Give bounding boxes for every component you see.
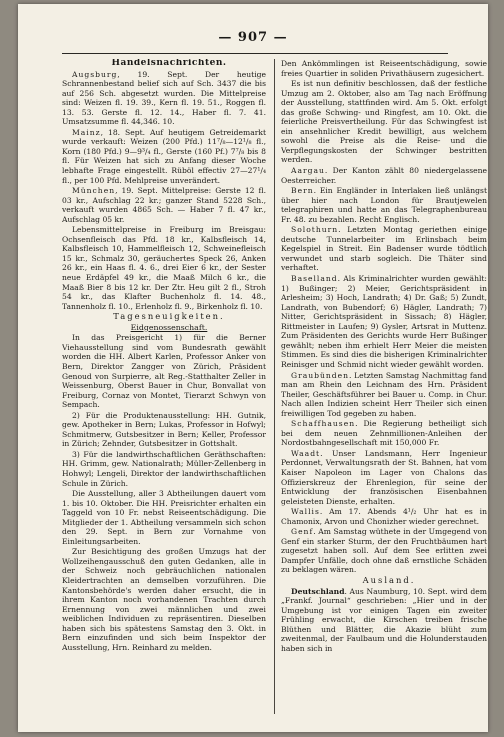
canton-report-solothurn: Solothurn. Letzten Montag geriethen einige deutsche Tunnelarbeiter im Erlinsbach beim Kegelspiel in Streit. Ein Badenser wurde tödtlich verwundet und starb sogleich. Die Thäter sind verhaftet. <box>281 225 487 273</box>
canton-report-wallis: Wallis. Am 17. Abends 4¹/₂ Uhr hat es in Chamonix, Arvon und Chonizher wieder gerechnet. <box>281 507 487 526</box>
canton-report-schaffhausen: Schaffhausen. Die Regierung betheiligt sich bei dem neuen Zehnmillionen-Anleihen der Nordostbahngesellschaft mit 150,000 Fr. <box>281 419 487 448</box>
news-paragraph: Es ist nun definitiv beschlossen, daß der festliche Umzug am 2. Oktober, also am Tag nach Eröffnung der Ausstellung, stattfinden wird. Am 5. Okt. erfolgt das große Schwing- und Ringfest, am 10. Okt. die feierliche Preisvertheilung. Für das Schwingfest ist ein ansehnlicher Kredit bewilligt, aus welchem sowohl die Preise als die Reise- und die Verpflegungskosten der Schwinger bestritten werden. <box>281 79 487 165</box>
canton-report-baselland: Baselland. Als Kriminalrichter wurden gewählt: 1) Bußinger; 2) Meier, Gerichtspräsident in Arlesheim; 3) Hoch, Landrath; 4) Dr. Gaß; 5) Zundt, Landrath, von Bubendorf; 6) Hägler, Landrath; 7) Nitter, Gerichtspräsident in Sissach; 8) Hägler, Rittmeister in Laufen; 9) Gysler, Artsrat in Muttenz. Zum Präsidenten des Gerichts wurde Herr Bußinger gewählt; neben ihm erhielt Herr Meier die meisten Stimmen. Es sind dies die bisherigen Kriminalrichter Reinisger und Schmid nicht wieder gewählt worden. <box>281 274 487 369</box>
header-rule <box>62 53 448 54</box>
news-paragraph: Den Ankömmlingen ist Reiseentschädigung, sowie freies Quartier in soliden Privathäusern zugesichert. <box>281 59 487 78</box>
canton-report-waadt: Waadt. Unser Landsmann, Herr Ingenieur Perdonnet, Verwaltungsrath der St. Bahnen, hat vom Kaiser Napoleon im Lager von Chalons das Offizierskreuz der Ehrenlegion, für seine der Entwicklung der französischen Eisenbahnen geleisteten Dienste, erhalten. <box>281 448 487 506</box>
news-paragraph: 2) Für die Produktenausstellung: HH. Gutnik, gew. Apotheker in Bern; Lukas, Professor in Hofwyl; Schmitmerw, Gutsbesitzer in Bern; Keller, Professor in Zürich; Zehnder, Gutsbesitzer in Gottshalt. <box>62 410 266 449</box>
news-paragraph: Die Ausstellung, aller 3 Abtheilungen dauert vom 1. bis 10. Oktober. Die HH. Preisrichter erhalten ein Taggeld von 10 Fr. nebst Reiseentschädigung. Die Mitglieder der 1. Abtheilung versammeln sich schon den 29. Sept. in Bern zur Vornahme von Einleitungsarbeiten. <box>62 489 266 546</box>
section-title-foreign: Ausland. <box>362 574 416 585</box>
market-report-augsburg: Augsburg, 19. Sept. Der heutige Schrannenbestand belief sich auf Sch. 3437 die bis auf 256 Sch. abgesetzt wurden. Die Mittelpreise sind: Weizen fl. 19. 39., Kern fl. 19. 51., Roggen fl. 13. 53. Gerste fl. 12. 14., Haber fl. 7. 41. Umsatzsumme fl. 44,346. 10. <box>62 69 266 127</box>
market-report-freiburg: Lebensmittelpreise in Freiburg im Breisgau: Ochsenfleisch das Pfd. 18 kr., Kalbsfleisch 14, Kalbsfleisch 10, Hammelfleisch 12, Schweinefleisch 15 kr., Schmalz 30, geräuchertes Speck 26, Anken 26 kr., ein Haas fl. 4. 6., drei Eier 6 kr., der Sester neue Erdäpfel 49 kr., die Maaß Milch 6 kr., die Maaß Bier 8 bis 12 kr. Der Ztr. Heu gilt 2 fl., Stroh 54 kr., das Klafter Buchenholz fl. 14. 48., Tannenholz fl. 10., Erlenholz fl. 9., Birkenholz fl. 10. <box>62 225 266 311</box>
section-title-trade: Handelsnachrichten. <box>111 59 227 68</box>
section-title-news: Tagesneuigkeiten. <box>113 311 225 322</box>
right-column <box>281 59 487 722</box>
subsection-title-confederation: Eidgenossenschaft. <box>130 322 208 332</box>
market-report-mainz: Mainz, 18. Sept. Auf heutigem Getreidemarkt wurde verkauft: Weizen (200 Pfd.) 11⁷/₈—12¹/₈ fl., Korn (180 Pfd.) 9—9³/₄ fl., Gerste (160 Pf.) 7⁷/₈ bis 8 fl. Für Weizen hat sich zu Anfang dieser Woche lebhafte Frage eingestellt. Rüböl effectiv 27—27¹/₄ fl., per 100 Pfd. Mehlpreise unverändert. <box>62 127 266 185</box>
canton-report-graubuenden: Graubünden. Letzten Samstag Nachmittag fand man am Rhein den Leichnam des Hrn. Präsident Theiler, Geschäftsführer bei Bauer u. Comp. in Chur. Nach allen Indizien scheint Herr Theiler sich einen freiwilligen Tod gegeben zu haben. <box>281 370 487 418</box>
news-paragraph: In das Preisgericht 1) für die Berner Viehausstellung sind vom Bundesrath gewählt worden die HH. Albert Karlen, Professor Anker von Bern, Direktor Zangger von Zürich, Präsident Genoud von Surpierre, alt Reg.-Statthalter Zeller in Weissenburg, Oberst Bauer in Chur, Bonvallat von Freiburg, Cornaz von Montet, Tierarzt Schwyn von Sempach. <box>62 333 266 410</box>
market-report-muenchen: München, 19. Sept. Mittelpreise: Gerste 12 fl. 03 kr., Aufschlag 22 kr.; ganzer Stand 5228 Sch., verkauft wurden 4865 Sch. — Haber 7 fl. 47 kr., Aufschlag 05 kr. <box>62 186 266 224</box>
column-divider <box>274 59 275 714</box>
news-paragraph: Zur Besichtigung des großen Umzugs hat der Wollzeihengausschuß den guten Gedanken, alle in der Schweiz noch gebräuchlichen nationalen Kleidertrachten an demselben vorzuführen. Die Kantonsbehörde's werden daher ersucht, die in ihrem Kanton noch vorhandenen Trachten durch Ernennung von zwei männlichen und zwei weiblichen Individuen zu repräsentiren. Dieselben haben sich bis spätestens Samstag den 3. Okt. in Bern einzufinden und sich beim Inspektor der Ausstellung, Hrn. Reinhard zu melden. <box>62 547 266 652</box>
canton-report-bern: Bern. Ein Engländer in Interlaken ließ unlängst über hier nach London für Brautjewelen telegraphiren und hatte an das Telegraphenbureau Fr. 48. zu bezahlen. Recht Englisch. <box>281 186 487 224</box>
canton-report-aargau: Aargau. Der Kanton zählt 80 niedergelassene Oesterreicher. <box>281 166 487 185</box>
news-paragraph: 3) Für die landwirthschaftlichen Geräthschaften: HH. Grimm, gew. Nationalrath; Müller-Zellenberg in Hohwyl; Lengeli, Direktor der landwirthschaftlichen Schule in Zürich. <box>62 449 266 488</box>
page-number: — 907 — <box>218 30 288 45</box>
newspaper-page <box>18 4 488 732</box>
canton-report-genf: Genf. Am Samstag wüthete in der Umgegend von Genf ein starker Sturm, der den Fruchtbäumen hart zugesetzt haben soll. Auf dem See erlitten zwei Dampfer Unfälle, doch ohne daß ernstliche Schäden zu beklagen wären. <box>281 527 487 575</box>
foreign-report-germany: Deutschland. Aus Naumburg, 10. Sept. wird dem „Frankf. Journal“ geschrieben: „Hier und in der Umgebung ist vor einigen Tagen ein zweiter Frühling erwacht, die Kirschen treiben frische Blüthen und Blätter, die Akazie blüht zum zweitenmal, der Faulbaum und die Holunderstauden haben sich in <box>281 586 487 653</box>
left-column <box>62 59 266 722</box>
